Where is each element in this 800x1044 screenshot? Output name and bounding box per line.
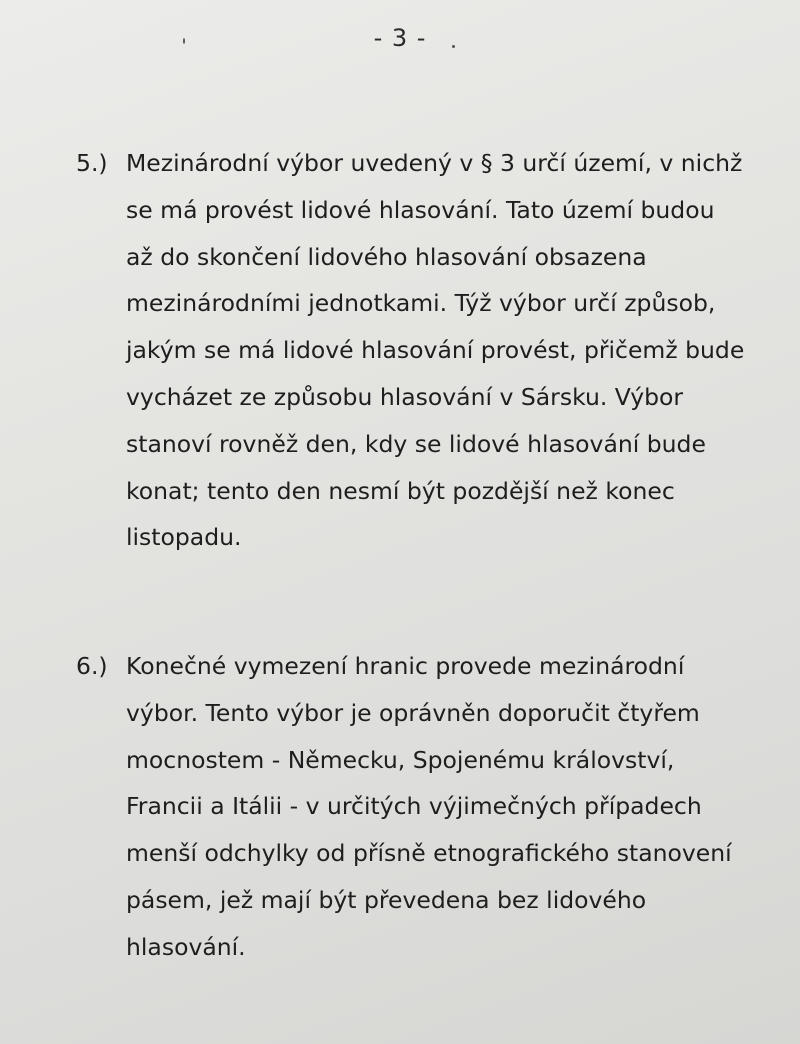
paragraph-line: Mezinárodní výbor uvedený v § 3 určí území, v nichž — [126, 149, 743, 177]
paragraph-line: až do skončení lidového hlasování obsazena — [126, 242, 647, 271]
paragraph-line: vycházet ze způsobu hlasování v Sársku. Výbor — [126, 382, 684, 411]
paragraph-6 — [76, 643, 776, 971]
paper-speck — [183, 38, 185, 44]
paragraph-line: stanoví rovněž den, kdy se lidové hlasování bude — [126, 429, 706, 458]
paragraph-line: se má provést lidové hlasování. Tato území budou — [126, 195, 715, 224]
paragraph-number: 6.) — [76, 652, 108, 680]
paragraph-line: konat; tento den nesmí být pozdější než konec — [126, 476, 675, 505]
paragraph-line: jakým se má lidové hlasování provést, přičemž bude — [126, 336, 745, 365]
paragraph-number: 5.) — [76, 149, 108, 177]
paragraph-line: výbor. Tento výbor je oprávněn doporučit čtyřem — [126, 698, 700, 727]
paragraph-line: listopadu. — [126, 523, 242, 552]
paragraph-line: menší odchylky od přísně etnografického stanovení — [126, 839, 732, 868]
paper-speck — [452, 45, 455, 48]
paragraph-line: mezinárodními jednotkami. Týž výbor určí způsob, — [126, 289, 716, 318]
paragraph-line: Francii a Itálii - v určitých výjimečných případech — [126, 792, 702, 821]
paragraph-line: mocnostem - Německu, Spojenému království, — [126, 745, 675, 774]
paragraph-line: pásem, jež mají být převedena bez lidového — [126, 885, 647, 914]
page-number: - 3 - — [373, 24, 427, 52]
paragraph-5 — [76, 140, 776, 561]
paragraph-line: Konečné vymezení hranic provede mezinárodní — [126, 652, 685, 680]
paragraph-line: hlasování. — [126, 932, 246, 961]
